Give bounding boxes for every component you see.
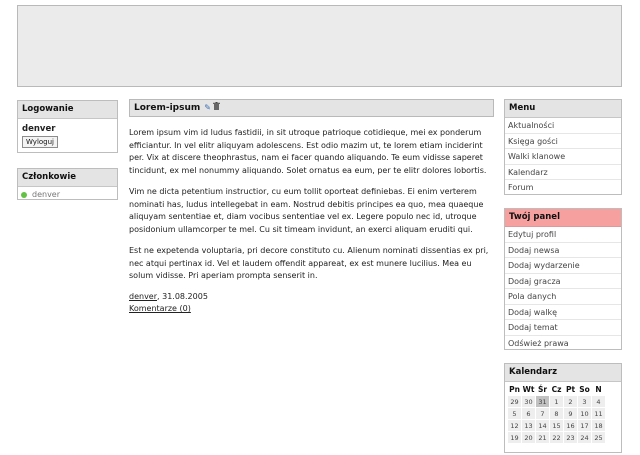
menu-item-ksiega-gosci[interactable]: Księga gości: [505, 134, 621, 150]
calendar-day-cell[interactable]: 20: [522, 432, 535, 443]
calendar-day-cell[interactable]: 13: [522, 420, 535, 431]
article-body: [129, 127, 494, 316]
member-name: denver: [32, 190, 61, 199]
comments-link[interactable]: Komentarze (0): [129, 304, 191, 313]
login-box: [17, 100, 118, 153]
calendar-day-cell[interactable]: 23: [564, 432, 577, 443]
calendar-grid: [507, 383, 606, 444]
calendar-week-row: [508, 420, 605, 431]
panel-item-add-event[interactable]: Dodaj wydarzenie: [505, 258, 621, 274]
menu-title: Menu: [505, 100, 621, 118]
article-title: Lorem-ipsum: [134, 103, 201, 113]
calendar-day-header: Pn: [509, 385, 520, 394]
article-paragraph: Lorem ipsum vim id ludus fastidii, in sit utroque patrioque cotidieque, mei ex ponderum efficiantur. In vel elitr aliquyam adolescens. Est odio mazim ut, te lorem etiam inciderint per. Vix at discere theophrastus, nam ei facer quando aliquando. Te eum vidisse saperet tincidunt, ex mel nonummy aliquando. Solet ornatus ea eum, per te elitr dolores lobortis.: [129, 128, 487, 175]
calendar-day-header: N: [595, 385, 602, 394]
panel-item-data-fields[interactable]: Pola danych: [505, 289, 621, 305]
article-header: [129, 99, 494, 117]
calendar-day-cell[interactable]: 31: [536, 396, 549, 407]
panel-item-add-news[interactable]: Dodaj newsa: [505, 243, 621, 259]
logout-button[interactable]: Wyloguj: [22, 136, 58, 148]
member-item[interactable]: [21, 190, 117, 199]
members-title: Członkowie: [18, 169, 117, 187]
article-paragraph: Vim ne dicta petentium instructior, cu eum tollit oporteat definiebas. Ei enim verterem nominati has, ludus intellegebat in eam. Nostrud debitis principes ea quo, mea quaeque aliquyam sententiae et, diam vocibus sententiae vel ex. Legere populo nec id, utroque posidonium ullamcorper te mel. Cu sit timeam invidunt, an exerci aliquam eruditi qui.: [129, 187, 484, 234]
calendar-day-cell[interactable]: 1: [550, 396, 563, 407]
calendar-day-cell[interactable]: 10: [578, 408, 591, 419]
author-link[interactable]: denver: [129, 291, 158, 301]
calendar-week-row: [508, 408, 605, 419]
trash-icon[interactable]: [213, 100, 220, 116]
panel-item-edit-profile[interactable]: Edytuj profil: [505, 227, 621, 243]
calendar-day-cell[interactable]: 19: [508, 432, 521, 443]
calendar-title: Kalendarz: [505, 364, 621, 382]
calendar-day-cell[interactable]: 21: [536, 432, 549, 443]
menu-item-walki-klanowe[interactable]: Walki klanowe: [505, 149, 621, 165]
menu-box: [504, 99, 622, 195]
calendar-day-cell[interactable]: 7: [536, 408, 549, 419]
calendar-day-header: Cz: [551, 385, 562, 394]
article-meta: [129, 291, 494, 304]
logged-in-username: denver: [22, 124, 56, 134]
calendar-day-cell[interactable]: 25: [592, 432, 605, 443]
user-panel-box: [504, 208, 622, 350]
calendar-day-cell[interactable]: 11: [592, 408, 605, 419]
article-paragraph: Est ne expetenda voluptaria, pri decore constituto cu. Alienum nominati dissentias ex pri, nec atqui pertinax id. Vel et laudem offendit appareat, ex est munere lucilius. Mea eu solum vidisse. Pri aperiam prompta senserit in.: [129, 246, 489, 280]
menu-item-kalendarz[interactable]: Kalendarz: [505, 165, 621, 181]
calendar-day-cell[interactable]: 3: [578, 396, 591, 407]
article-date: , 31.08.2005: [157, 291, 208, 301]
menu-item-forum[interactable]: Forum: [508, 183, 534, 192]
calendar-day-cell[interactable]: 6: [522, 408, 535, 419]
calendar-day-cell[interactable]: 16: [564, 420, 577, 431]
menu-item-aktualnosci[interactable]: Aktualności: [505, 118, 621, 134]
pencil-icon[interactable]: ✎: [204, 103, 211, 112]
members-box: [17, 168, 118, 200]
calendar-day-header: So: [579, 385, 590, 394]
panel-item-add-player[interactable]: Dodaj gracza: [505, 274, 621, 290]
header-banner: [17, 5, 622, 87]
calendar-day-cell[interactable]: 22: [550, 432, 563, 443]
online-status-icon: [21, 192, 27, 198]
calendar-day-cell[interactable]: 2: [564, 396, 577, 407]
calendar-day-header: Pt: [565, 385, 576, 394]
panel-item-add-match[interactable]: Dodaj walkę: [505, 305, 621, 321]
calendar-day-cell[interactable]: 17: [578, 420, 591, 431]
calendar-day-cell[interactable]: 29: [508, 396, 521, 407]
calendar-day-cell[interactable]: 18: [592, 420, 605, 431]
user-panel-title: Twój panel: [505, 209, 621, 227]
calendar-day-cell[interactable]: 30: [522, 396, 535, 407]
calendar-day-header: Wt: [522, 385, 535, 394]
calendar-week-row: [508, 396, 605, 407]
calendar-day-header: Śr: [537, 385, 548, 394]
calendar-box: [504, 363, 622, 453]
login-title: Logowanie: [18, 101, 117, 119]
calendar-day-cell[interactable]: 15: [550, 420, 563, 431]
calendar-day-cell[interactable]: 9: [564, 408, 577, 419]
calendar-day-cell[interactable]: 5: [508, 408, 521, 419]
calendar-day-cell[interactable]: 8: [550, 408, 563, 419]
panel-item-refresh-permissions[interactable]: Odśwież prawa: [508, 338, 569, 348]
calendar-day-cell[interactable]: 4: [592, 396, 605, 407]
calendar-week-row: [508, 432, 605, 443]
calendar-day-cell[interactable]: 12: [508, 420, 521, 431]
panel-item-add-topic[interactable]: Dodaj temat: [505, 320, 621, 336]
calendar-day-cell[interactable]: 24: [578, 432, 591, 443]
calendar-day-cell[interactable]: 14: [536, 420, 549, 431]
